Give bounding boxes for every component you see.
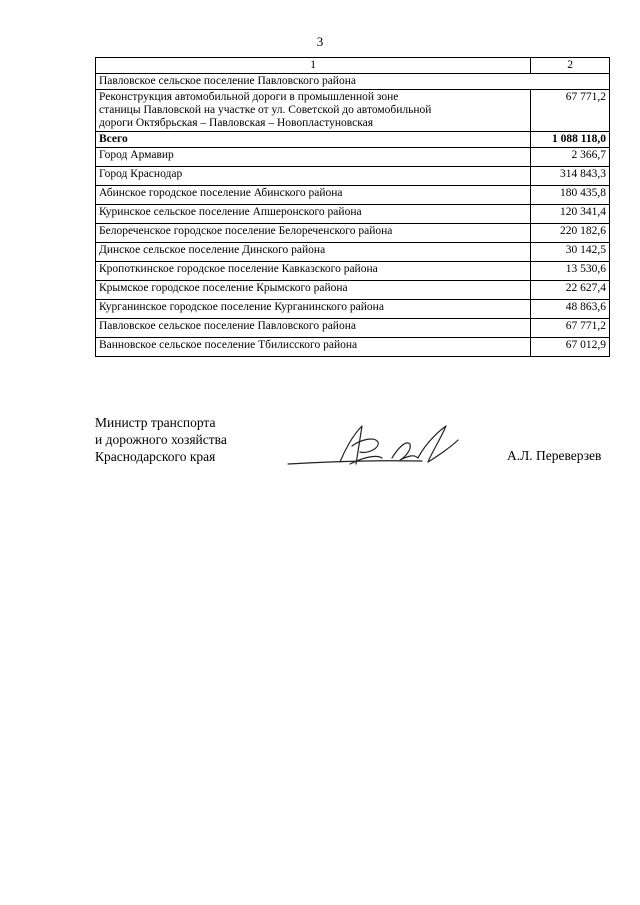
row-name: Динское сельское поселение Динского района xyxy=(96,243,531,262)
section-heading: Павловское сельское поселение Павловского района xyxy=(96,74,531,90)
table-row xyxy=(96,300,610,319)
table-row xyxy=(96,186,610,205)
table-row xyxy=(96,224,610,243)
table-row xyxy=(96,167,610,186)
row-value: 67 771,2 xyxy=(531,319,610,338)
project-value: 67 771,2 xyxy=(531,90,610,132)
allocation-table xyxy=(95,57,610,357)
project-description xyxy=(96,90,531,132)
row-value: 30 142,5 xyxy=(531,243,610,262)
table-header-row xyxy=(96,58,610,74)
row-value: 2 366,7 xyxy=(531,148,610,167)
signatory-name: А.Л. Переверзев xyxy=(507,448,602,463)
project-row xyxy=(96,90,610,132)
table-row xyxy=(96,262,610,281)
project-line: дороги Октябрьская – Павловская – Новопластуновская xyxy=(99,117,374,129)
row-value: 67 012,9 xyxy=(531,338,610,357)
row-name: Куринское сельское поселение Апшеронского района xyxy=(96,205,531,224)
row-name: Город Армавир xyxy=(96,148,531,167)
row-value: 120 341,4 xyxy=(531,205,610,224)
column-header-1: 1 xyxy=(96,58,531,74)
total-label: Всего xyxy=(96,132,531,148)
signatory-title-line: Министр транспорта xyxy=(95,415,216,430)
row-name: Абинское городское поселение Абинского района xyxy=(96,186,531,205)
table-row xyxy=(96,205,610,224)
signatory-title xyxy=(95,414,227,465)
row-value: 13 530,6 xyxy=(531,262,610,281)
row-name: Курганинское городское поселение Курганинского района xyxy=(96,300,531,319)
row-name: Город Краснодар xyxy=(96,167,531,186)
row-name: Ванновское сельское поселение Тбилисского района xyxy=(96,338,531,357)
row-value: 220 182,6 xyxy=(531,224,610,243)
table-row xyxy=(96,338,610,357)
signatory-title-line: Краснодарского края xyxy=(95,449,216,464)
section-heading-row xyxy=(96,74,610,90)
row-name: Кропоткинское городское поселение Кавказского района xyxy=(96,262,531,281)
row-name: Крымское городское поселение Крымского района xyxy=(96,281,531,300)
row-value: 180 435,8 xyxy=(531,186,610,205)
table-row xyxy=(96,319,610,338)
project-line: станицы Павловской на участке от ул. Советской до автомобильной xyxy=(99,104,432,116)
total-value: 1 088 118,0 xyxy=(531,132,610,148)
page-number: 3 xyxy=(316,34,324,49)
row-value: 314 843,3 xyxy=(531,167,610,186)
table-row xyxy=(96,243,610,262)
column-header-2: 2 xyxy=(531,58,610,74)
row-value: 48 863,6 xyxy=(531,300,610,319)
signatory-title-line: и дорожного хозяйства xyxy=(95,432,227,447)
handwritten-signature xyxy=(282,418,472,478)
row-name: Белореченское городское поселение Белореченского района xyxy=(96,224,531,243)
row-name: Павловское сельское поселение Павловского района xyxy=(96,319,531,338)
row-value: 22 627,4 xyxy=(531,281,610,300)
project-line: Реконструкция автомобильной дороги в промышленной зоне xyxy=(99,91,399,103)
total-row xyxy=(96,132,610,148)
table-row xyxy=(96,148,610,167)
table-row xyxy=(96,281,610,300)
